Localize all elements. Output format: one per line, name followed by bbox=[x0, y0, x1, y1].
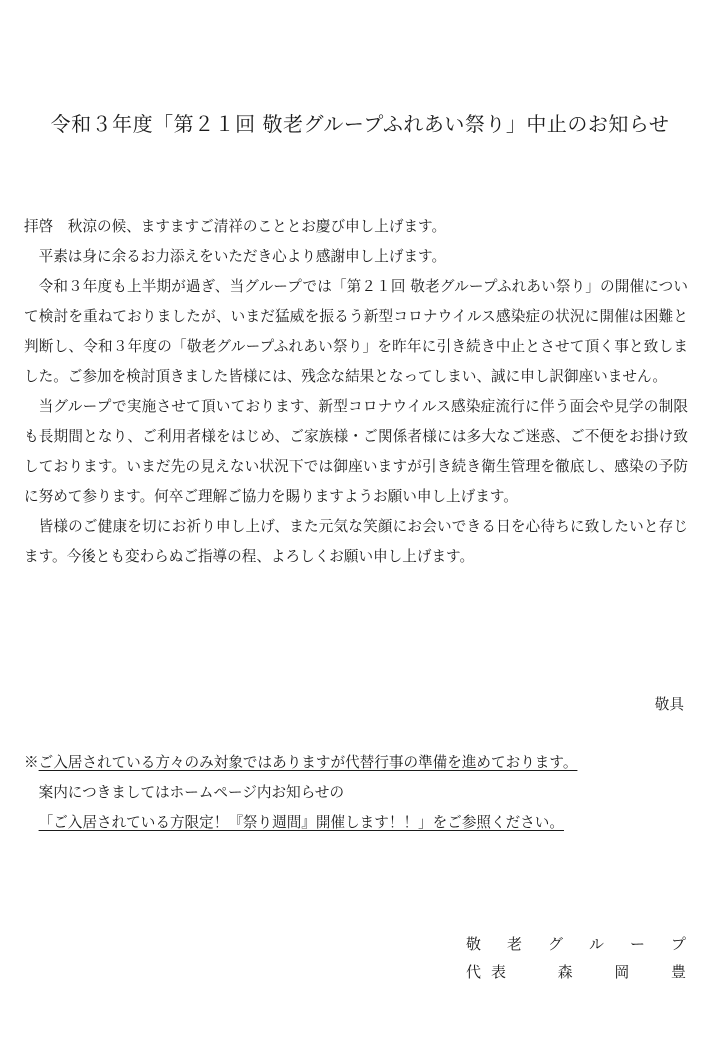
alternative-event-notice bbox=[24, 748, 704, 838]
org-char: プ bbox=[670, 935, 686, 953]
greeting-line: 拝啓 秋涼の候、ますますご清祥のこととお慶び申し上げます。 bbox=[24, 218, 447, 235]
notice-line-1 bbox=[24, 748, 704, 778]
closing-word: 敬具 bbox=[654, 696, 684, 713]
organization-name bbox=[466, 930, 686, 958]
name-char: 森 bbox=[557, 963, 573, 981]
notice-line-2: 案内につきましてはホームページ内お知らせの bbox=[38, 784, 345, 801]
name-char: 豊 bbox=[670, 963, 686, 981]
reference-mark: ※ bbox=[24, 754, 39, 771]
org-char: グ bbox=[547, 935, 563, 953]
representative-line bbox=[466, 958, 686, 986]
org-char: 老 bbox=[506, 935, 522, 953]
org-char: 敬 bbox=[466, 935, 482, 953]
paragraph-4: 皆様のご健康を切にお祈り申し上げ、また元気な笑顔にお会いできる日を心待ちに致したいと存じます。今後とも変わらぬご指導の程、よろしくお願い申し上げます。 bbox=[24, 518, 688, 565]
representative-role: 代表 bbox=[466, 963, 517, 981]
signature-block bbox=[466, 930, 686, 986]
letter-body bbox=[24, 212, 688, 572]
homepage-notice-link[interactable]: 「ご入居されている方限定！『祭り週間』開催します！！」をご参照ください。 bbox=[38, 814, 564, 831]
name-char: 岡 bbox=[614, 963, 630, 981]
paragraph-3: 当グループで実施させて頂いております、新型コロナウイルス感染症流行に伴う面会や見学の制限も長期間となり、ご利用者様をはじめ、ご家族様・ご関係者様には多大なご迷惑、ご不便をお掛け致しております。いまだ先の見えない状況下では御座いますが引き続き衛生管理を徹底し、感染の予防に努めて参ります。何卒ご理解ご協力を賜りますようお願い申し上げます。 bbox=[24, 398, 688, 505]
org-char: ー bbox=[629, 935, 645, 953]
org-char: ル bbox=[588, 935, 604, 953]
document-title: 令和３年度「第２１回 敬老グループふれあい祭り」中止のお知らせ bbox=[50, 112, 670, 136]
notice-underlined-text: ご入居されている方々のみ対象ではありますが代替行事の準備を進めております。 bbox=[38, 754, 578, 771]
notice-line-3 bbox=[24, 808, 704, 838]
paragraph-2: 令和３年度も上半期が過ぎ、当グループでは「第２１回 敬老グループふれあい祭り」の開催について検討を重ねておりましたが、いまだ猛威を振るう新型コロナウイルス感染症の状況に開催は困難と判断し、令和３年度の「敬老グループふれあい祭り」を昨年に引き続き中止とさせて頂く事と致しました。ご参加を検討頂きました皆様には、残念な結果となってしまい、誠に申し訳御座いません。 bbox=[24, 278, 688, 385]
paragraph-1: 平素は身に余るお力添えをいただき心より感謝申し上げます。 bbox=[38, 248, 447, 265]
